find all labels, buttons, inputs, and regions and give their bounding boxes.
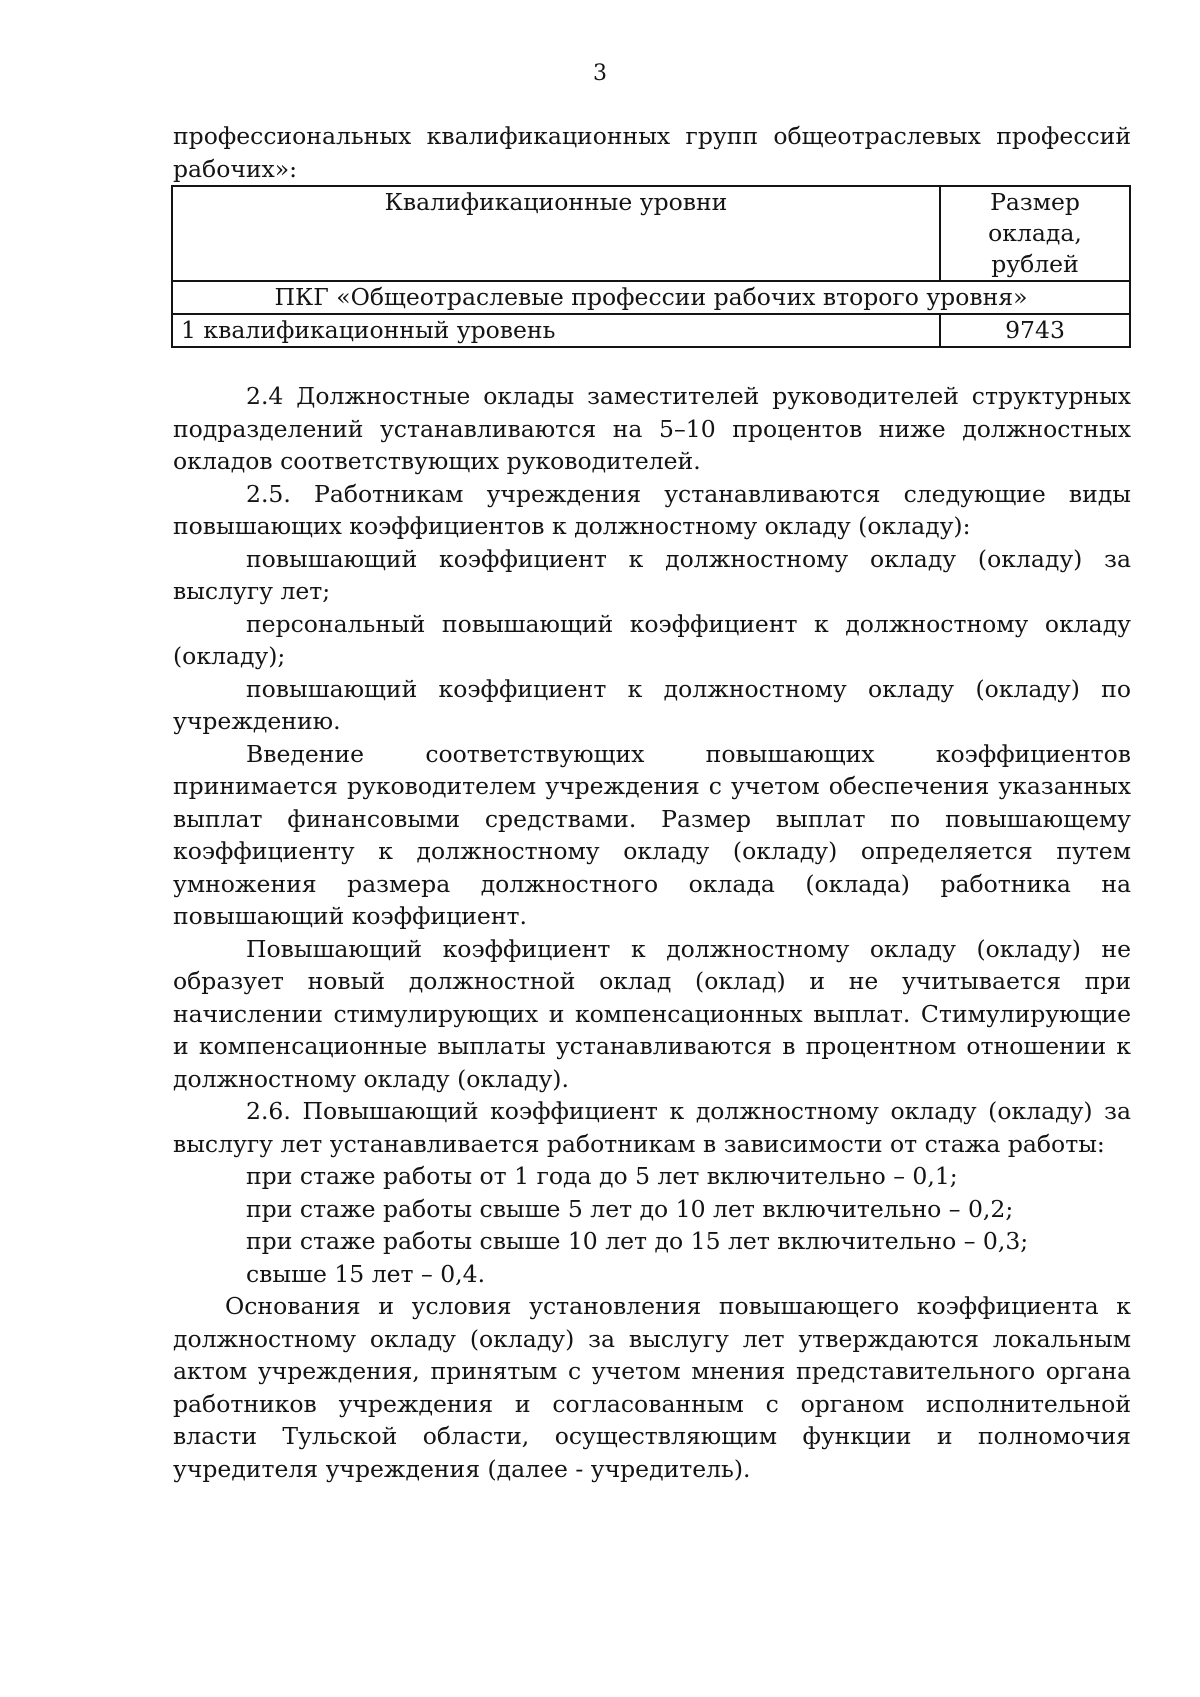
paragraph-2-4: 2.4 Должностные оклады заместителей руководителей структурных подразделений устанавливаются на 5–10 процентов ниже должностных окладов соответствующих руководителей. [173, 382, 1131, 475]
page-number: 3 [593, 61, 607, 86]
list-item: повышающий коэффициент к должностному окладу (окладу) за выслугу лет; [173, 544, 1131, 605]
paragraph-coefficient-note: Повышающий коэффициент к должностному окладу (окладу) не образует новый должностной оклад (оклад) и не учитывается при начислении стимулирующих и компенсационных выплат. Стимулирующие и компенсационные выплаты устанавливаются в процентном отношении к должностному окладу (окладу). [173, 934, 1131, 1093]
table-row [172, 314, 1130, 347]
list-item: повышающий коэффициент к должностному окладу (окладу) по учреждению. [173, 674, 1131, 735]
header-levels: Квалификационные уровни [172, 186, 940, 281]
row-salary: 9743 [940, 314, 1130, 347]
table-group-row [172, 281, 1130, 314]
paragraph-coefficient-intro: Введение соответствующих повышающих коэффициентов принимается руководителем учреждения с учетом обеспечения указанных выплат финансовыми средствами. Размер выплат по повышающему коэффициенту к должностному окладу (окладу) определяется путем умножения размера должностного оклада (оклада) работника на повышающий коэффициент. [173, 739, 1131, 930]
tenure-item: свыше 15 лет – 0,4. [246, 1259, 486, 1288]
salary-table [171, 185, 1131, 348]
tenure-item: при стаже работы от 1 года до 5 лет включительно – 0,1; [246, 1162, 958, 1190]
paragraph-2-5: 2.5. Работникам учреждения устанавливаются следующие виды повышающих коэффициентов к должностному окладу (окладу): [173, 479, 1131, 540]
paragraph-2-6: 2.6. Повышающий коэффициент к должностному окладу (окладу) за выслугу лет устанавливается работникам в зависимости от стажа работы: [173, 1097, 1131, 1158]
row-level: 1 квалификационный уровень [172, 314, 940, 347]
header-salary: Размер оклада, рублей [940, 186, 1130, 281]
intro-paragraph: профессиональных квалификационных групп общеотраслевых профессий рабочих»: [173, 122, 1131, 183]
tenure-item: при стаже работы свыше 10 лет до 15 лет включительно – 0,3; [246, 1227, 1029, 1255]
list-item: персональный повышающий коэффициент к должностному окладу (окладу); [173, 609, 1131, 670]
paragraph-final: Основания и условия установления повышающего коэффициента к должностному окладу (окладу) за выслугу лет утверждаются локальным актом учреждения, принятым с учетом мнения представительного органа работников учреждения и согласованным с органом исполнительной власти Тульской области, осуществляющим функции и полномочия учредителя учреждения (далее - учредитель). [173, 1292, 1131, 1483]
table-header-row [172, 186, 1130, 281]
group-title: ПКГ «Общеотраслевые профессии рабочих второго уровня» [172, 281, 1130, 314]
tenure-item: при стаже работы свыше 5 лет до 10 лет включительно – 0,2; [246, 1194, 1014, 1223]
document-body [173, 120, 1131, 1485]
